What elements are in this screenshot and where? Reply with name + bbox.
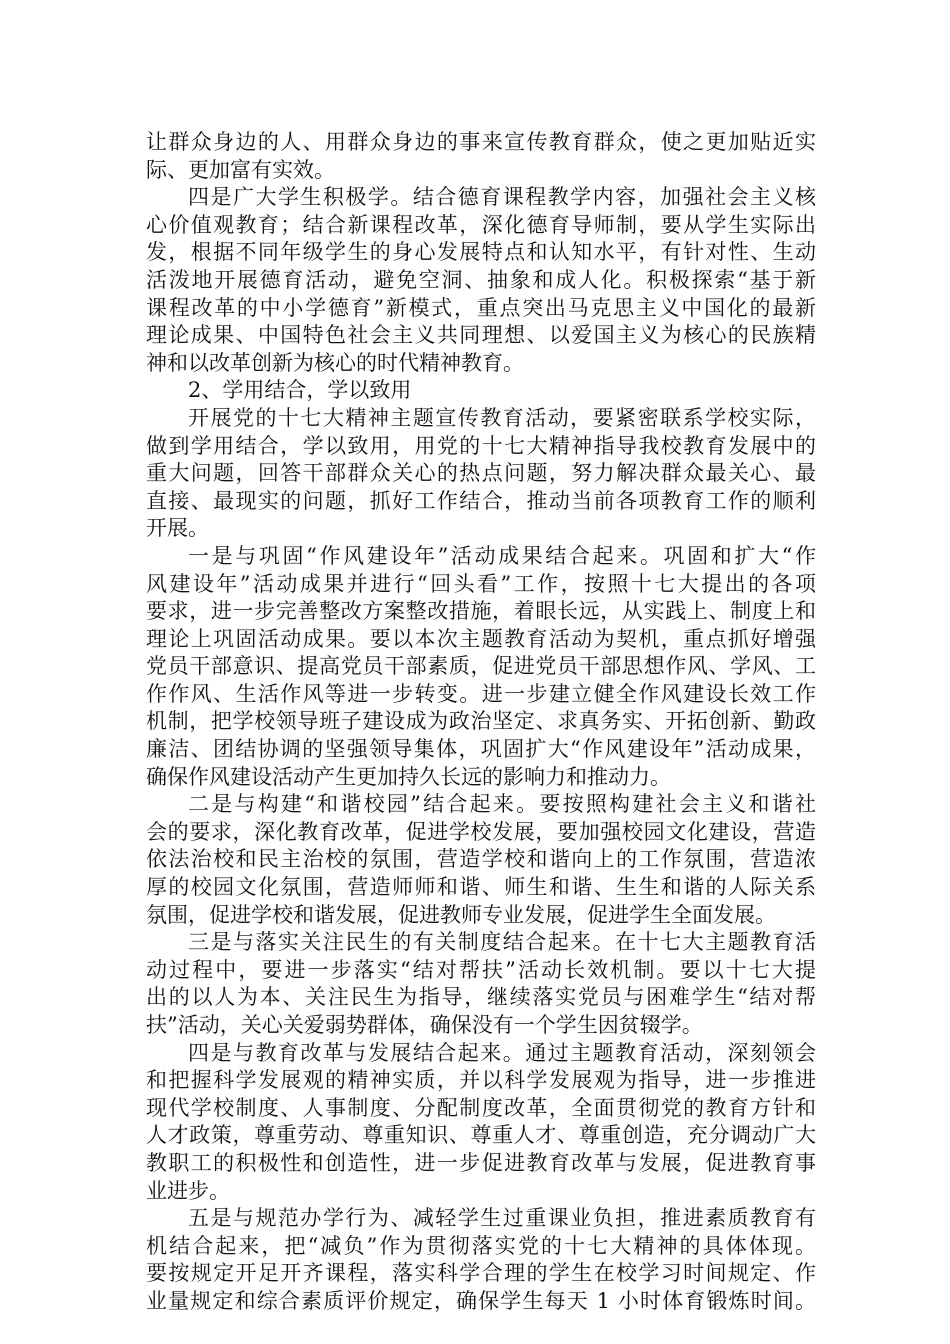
paragraph-livelihood: [146, 929, 816, 1039]
section-heading-text: 2、学用结合，学以致用: [188, 378, 412, 403]
paragraph-apply-learning: [146, 405, 816, 543]
text-line: 直接、最现实的问题，抓好工作结合，推动当前各项教育工作的顺利: [146, 488, 816, 513]
text-line: 理论成果、中国特色社会主义共同理想、以爱国主义为核心的民族精: [146, 323, 816, 348]
paragraph-continuation: [146, 129, 816, 184]
paragraph-harmonious-campus: [146, 791, 816, 929]
text-line: 四是广大学生积极学。结合德育课程教学内容，加强社会主义核: [188, 185, 816, 210]
text-line: 课程改革的中小学德育”新模式，重点突出马克思主义中国化的最新: [146, 295, 816, 320]
text-line: 做到学用结合，学以致用，用党的十七大精神指导我校教育发展中的: [146, 433, 816, 458]
text-line: 重大问题，回答干部群众关心的热点问题，努力解决群众最关心、最: [146, 461, 816, 486]
text-line: 机结合起来，把“减负”作为贯彻落实党的十七大精神的具体体现。: [146, 1233, 816, 1258]
paragraph-education-reform: [146, 1040, 816, 1206]
paragraph-students-learning: [146, 184, 816, 377]
text-line: 廉洁、团结协调的坚强领导集体，巩固扩大“作风建设年”活动成果，: [146, 737, 816, 762]
text-line: 要求，进一步完善整改方案整改措施，着眼长远，从实践上、制度上和: [146, 599, 816, 624]
text-line: 心价值观教育；结合新课程改革，深化德育导师制，要从学生实际出: [146, 212, 816, 237]
text-line: 厚的校园文化氛围，营造师师和谐、师生和谐、生生和谐的人际关系: [146, 875, 816, 900]
text-line: 活泼地开展德育活动，避免空洞、抽象和成人化。积极探索“基于新: [146, 267, 816, 292]
document-page: [146, 129, 816, 1316]
text-line: 让群众身边的人、用群众身边的事来宣传教育群众，使之更加贴近实: [146, 130, 816, 154]
text-line: 机制，把学校领导班子建设成为政治坚定、求真务实、开拓创新、勤政: [146, 709, 816, 734]
text-line: 动过程中，要进一步落实“结对帮扶”活动长效机制。要以十七大提: [146, 957, 816, 982]
text-line: 理论上巩固活动成果。要以本次主题教育活动为契机，重点抓好增强: [146, 626, 816, 651]
text-line: 党员干部意识、提高党员干部素质，促进党员干部思想作风、学风、工: [146, 654, 816, 679]
section-heading: [146, 377, 816, 405]
text-line: 一是与巩固“作风建设年”活动成果结合起来。巩固和扩大“作: [188, 543, 816, 568]
text-line: 氛围，促进学校和谐发展，促进教师专业发展，促进学生全面发展。: [146, 902, 776, 927]
text-line: 业进步。: [146, 1178, 230, 1203]
text-line: 四是与教育改革与发展结合起来。通过主题教育活动，深刻领会: [188, 1040, 816, 1065]
text-line: 开展。: [146, 516, 209, 541]
text-line: 人才政策，尊重劳动、尊重知识、尊重人才、尊重创造，充分调动广大: [146, 1123, 816, 1148]
text-line: 业量规定和综合素质评价规定，确保学生每天 1 小时体育锻炼时间。: [146, 1288, 816, 1313]
text-line: 风建设年”活动成果并进行“回头看”工作，按照十七大提出的各项: [146, 571, 816, 596]
text-line: 会的要求，深化教育改革，促进学校发展，要加强校园文化建设，营造: [146, 819, 816, 844]
text-line: 五是与规范办学行为、减轻学生过重课业负担，推进素质教育有: [188, 1206, 816, 1231]
text-line: 依法治校和民主治校的氛围，营造学校和谐向上的工作氛围，营造浓: [146, 847, 816, 872]
text-line: 二是与构建“和谐校园”结合起来。要按照构建社会主义和谐社: [188, 792, 816, 817]
text-line: 三是与落实关注民生的有关制度结合起来。在十七大主题教育活: [188, 930, 816, 955]
text-line: 现代学校制度、人事制度、分配制度改革，全面贯彻党的教育方针和: [146, 1095, 816, 1120]
text-line: 开展党的十七大精神主题宣传教育活动，要紧密联系学校实际，: [188, 405, 816, 430]
text-line: 教职工的积极性和创造性，进一步促进教育改革与发展，促进教育事: [146, 1150, 816, 1175]
text-line: 神和以改革创新为核心的时代精神教育。: [146, 350, 524, 375]
text-line: 际、更加富有实效。: [146, 157, 335, 182]
paragraph-work-style: [146, 543, 816, 791]
text-line: 发，根据不同年级学生的身心发展特点和认知水平，有针对性、生动: [146, 240, 816, 265]
text-line: 出的以人为本、关注民生为指导，继续落实党员与困难学生“结对帮: [146, 985, 816, 1010]
text-line: 确保作风建设活动产生更加持久长远的影响力和推动力。: [146, 764, 671, 789]
paragraph-reduce-burden: [146, 1205, 816, 1315]
text-line: 作作风、生活作风等进一步转变。进一步建立健全作风建设长效工作: [146, 681, 816, 706]
text-line: 扶”活动，关心关爱弱势群体，确保没有一个学生因贫辍学。: [146, 1013, 703, 1037]
text-line: 要按规定开足开齐课程，落实科学合理的学生在校学习时间规定、作: [146, 1261, 816, 1286]
text-line: 和把握科学发展观的精神实质，并以科学发展观为指导，进一步推进: [146, 1068, 816, 1093]
